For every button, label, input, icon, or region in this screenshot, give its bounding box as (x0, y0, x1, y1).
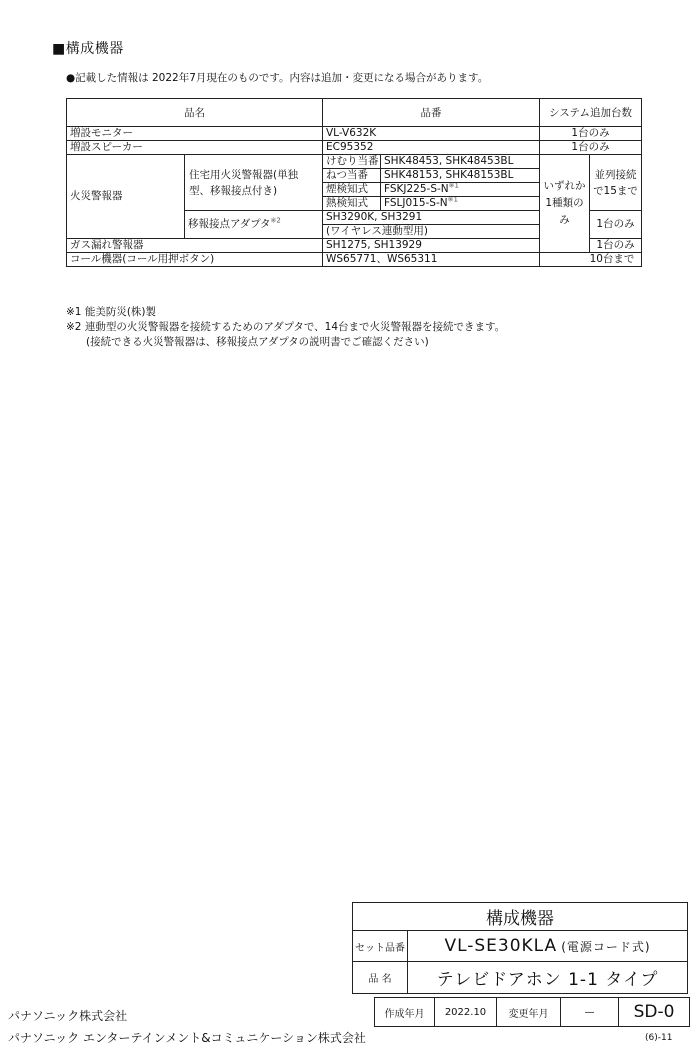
cell-number: WS65771、WS65311 (323, 253, 540, 267)
set-number-label: セット品番 (353, 931, 408, 961)
cell-adapter-number-2: (ワイヤレス連動型用) (323, 225, 540, 239)
product-name-value: テレビドアホン 1-1 タイプ (436, 970, 659, 990)
cell-count: 1台のみ (540, 141, 642, 155)
cell-name: 増設スピーカー (67, 141, 323, 155)
cell-count: 1台のみ (540, 127, 642, 141)
cell-adapter-count: 1台のみ (590, 211, 642, 239)
set-number-row (353, 931, 687, 962)
cell-alarm-number: SHK48453, SHK48453BL (381, 155, 540, 169)
cell-name: ガス漏れ警報器 (67, 239, 323, 253)
cell-name: 増設モニター (67, 127, 323, 141)
cell-adapter-number-1: SH3290K, SH3291 (323, 211, 540, 225)
changed-value: — (561, 998, 619, 1026)
cell-number: SH1275, SH13929 (323, 239, 540, 253)
cell-adapter (185, 211, 323, 239)
cell-number: EC95352 (323, 141, 540, 155)
footnote-mark: ※1 (448, 182, 459, 190)
cell-name: コール機器(コール用押ボタン) (67, 253, 323, 267)
revision-block (374, 997, 690, 1027)
doc-code: SD-0 (633, 1002, 675, 1022)
table-row (67, 155, 642, 169)
footnote-3: (接続できる火災警報器は、移報接点アダプタの説明書でご確認ください) (86, 336, 429, 348)
cell-alarm-type: ねつ当番 (323, 169, 381, 183)
cell-alarm-number (381, 183, 540, 197)
notice-text: ●記載した情報は 2022年7月現在のものです。内容は追加・変更になる場合があります。 (66, 72, 489, 84)
footnote-2: ※2 連動型の火災警報器を接続するためのアダプタで、14台まで火災警報器を接続できます。 (66, 321, 506, 333)
cell-alarm-type: けむり当番 (323, 155, 381, 169)
changed-label: 変更年月 (497, 998, 561, 1026)
cell-count: 10台まで (540, 253, 642, 267)
title-block (352, 902, 688, 994)
cell-alarm-number: SHK48153, SHK48153BL (381, 169, 540, 183)
cell-fire-group: 火災警報器 (67, 155, 185, 239)
cell-residential-alarm: 住宅用火災警報器(単独型、移報接点付き) (185, 155, 323, 211)
cell-alarm-type: 煙検知式 (323, 183, 381, 197)
footnote-mark: ※1 (447, 196, 458, 204)
footnote-mark: ※2 (270, 216, 281, 225)
page-number: (6)-11 (645, 1033, 673, 1043)
footnote-1: ※1 能美防災(株)製 (66, 306, 157, 318)
product-name-row (353, 962, 687, 993)
cell-number: VL-V632K (323, 127, 540, 141)
table-row (67, 253, 642, 267)
company-name-2: パナソニック エンターテインメント&コミュニケーション株式会社 (8, 1031, 366, 1045)
cell-count: 1台のみ (590, 239, 642, 253)
header-name: 品名 (67, 99, 323, 127)
header-number: 品番 (323, 99, 540, 127)
cell-parallel: 並列接続で15まで (590, 155, 642, 211)
component-table (66, 98, 642, 267)
cell-either-one: いずれか1種類のみ (540, 155, 590, 253)
cell-alarm-number (381, 197, 540, 211)
table-row (67, 141, 642, 155)
alarm-number-text: FSLJ015-S-N (384, 197, 448, 209)
company-name-1: パナソニック株式会社 (8, 1009, 128, 1023)
set-number-suffix: (電源コード式) (561, 939, 651, 954)
footnotes (66, 305, 505, 350)
title-block-title: 構成機器 (353, 903, 687, 931)
section-title: ■構成機器 (52, 41, 124, 57)
adapter-name: 移報接点アダプタ (188, 218, 271, 230)
cell-alarm-type: 熱検知式 (323, 197, 381, 211)
product-name-label: 品 名 (353, 962, 408, 993)
set-number-value (408, 931, 687, 961)
alarm-number-text: FSKJ225-S-N (384, 183, 449, 195)
set-number-text: VL-SE30KLA (444, 936, 558, 956)
created-label: 作成年月 (375, 998, 435, 1026)
header-count: システム追加台数 (540, 99, 642, 127)
table-header-row (67, 99, 642, 127)
table-row (67, 127, 642, 141)
created-value: 2022.10 (435, 998, 497, 1026)
